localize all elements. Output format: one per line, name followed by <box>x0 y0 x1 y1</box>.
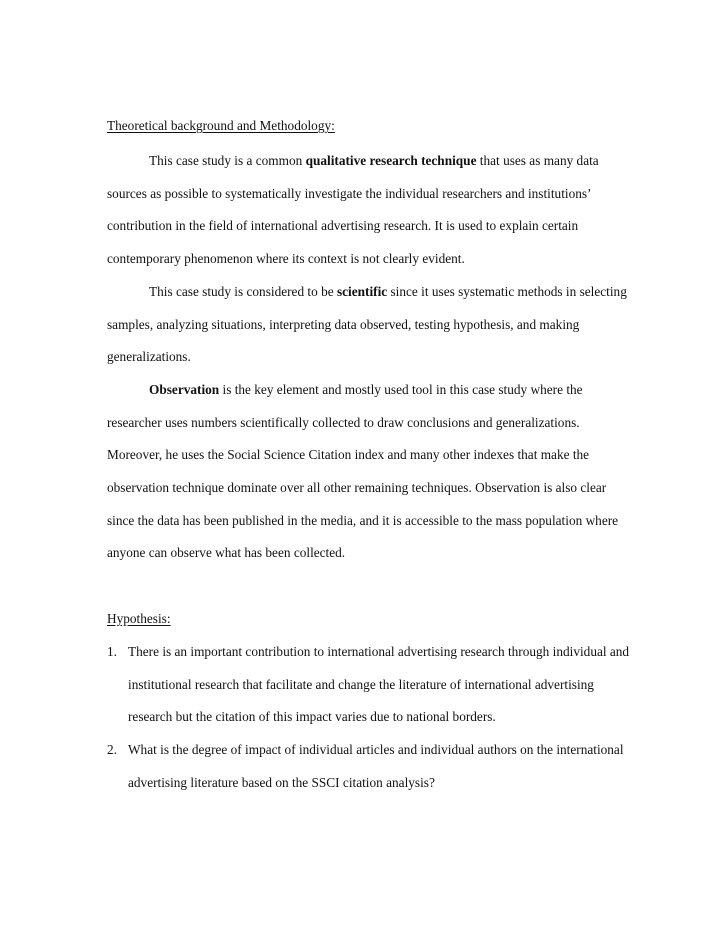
list-item-text: There is an important contribution to international advertising research through individual and institutional research that facilitate and change the literature of international advertising research but the citation of this impact varies due to national borders. <box>128 644 630 725</box>
list-item <box>107 734 632 799</box>
methodology-body <box>107 145 627 570</box>
list-item-number: 1. <box>107 644 117 659</box>
list-item <box>107 636 632 734</box>
paragraph-text-after: since it uses systematic methods in selecting samples, analyzing situations, interpreting data observed, testing hypothesis, and making generalizations. <box>107 283 627 365</box>
paragraph-text-before: This case study is a common <box>149 153 306 168</box>
paragraph-bold-term: Observation <box>149 381 220 397</box>
paragraph-bold-term: scientific <box>336 283 388 299</box>
list-item-text: What is the degree of impact of individual articles and individual authors on the international advertising literature based on the SSCI citation analysis? <box>128 742 624 790</box>
list-item-number: 2. <box>107 742 117 758</box>
paragraph-text-after: that uses as many data sources as possible to systematically investigate the individual researchers and institutions’ contribution in the field of international advertising research. It is used to explain certain contemporary phenomenon where its context is not clearly evident. <box>107 153 599 267</box>
paragraph-text-before: This case study is considered to be <box>149 283 337 299</box>
paragraph-scientific <box>107 276 627 374</box>
hypothesis-list <box>107 636 632 800</box>
methodology-heading: Theoretical background and Methodology: <box>107 118 335 133</box>
paragraph-observation <box>107 374 627 570</box>
paragraph-case-study-technique <box>107 145 627 276</box>
hypothesis-heading: Hypothesis: <box>107 611 171 626</box>
paragraph-text-after: is the key element and mostly used tool in this case study where the researcher uses numbers scientifically collected to draw conclusions and generalizations. Moreover, he uses the Social Science Citation index and many other indexes that make the observation technique dominate over all other remaining techniques. Observation is also clear since the data has been published in the media, and it is accessible to the mass population where anyone can observe what has been collected. <box>107 381 619 561</box>
paragraph-bold-term: qualitative research technique <box>305 153 477 168</box>
